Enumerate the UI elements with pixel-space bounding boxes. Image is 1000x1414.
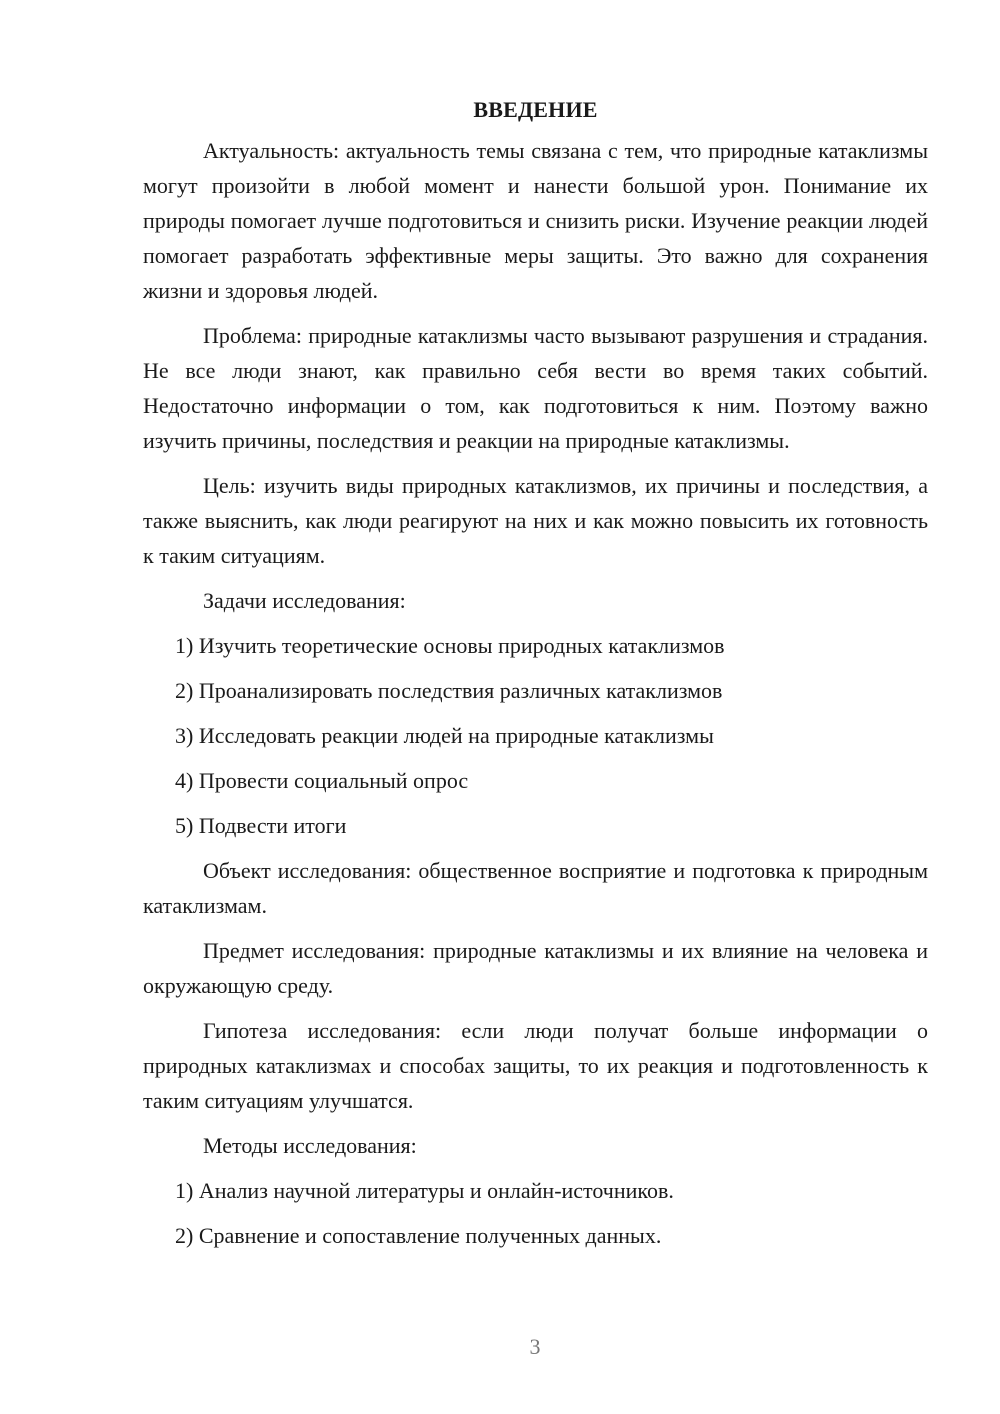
method-item: 2) Сравнение и сопоставление полученных данных. (175, 1223, 662, 1248)
relevance-paragraph: Актуальность: актуальность темы связана с тем, что природные катаклизмы могут произойти в любой момент и нанести большой урон. Понимание их природы помогает лучше подготовиться и снизить риски. Изучение реакции людей помогает разработать эффективные меры защиты. Это важно для сохранения жизни и здоровья людей. (143, 138, 928, 303)
page-content (143, 92, 928, 1263)
problem-paragraph: Проблема: природные катаклизмы часто вызывают разрушения и страдания. Не все люди знают, как правильно себя вести во время таких событий. Недостаточно информации о том, как подготовиться к ним. Поэтому важно изучить причины, последствия и реакции на природные катаклизмы. (143, 323, 928, 453)
method-item: 1) Анализ научной литературы и онлайн-источников. (175, 1178, 674, 1203)
methods-label: Методы исследования: (203, 1133, 417, 1158)
object-paragraph: Объект исследования: общественное восприятие и подготовка к природным катаклизмам. (143, 858, 928, 918)
tasks-label: Задачи исследования: (203, 588, 406, 613)
subject-paragraph: Предмет исследования: природные катаклизмы и их влияние на человека и окружающую среду. (143, 938, 928, 998)
hypothesis-paragraph: Гипотеза исследования: если люди получат больше информации о природных катаклизмах и способах защиты, то их реакция и подготовленность к таким ситуациям улучшатся. (143, 1018, 928, 1113)
section-heading: ВВЕДЕНИЕ (473, 97, 598, 122)
task-item: 1) Изучить теоретические основы природных катаклизмов (175, 633, 725, 658)
task-item: 2) Проанализировать последствия различных катаклизмов (175, 678, 723, 703)
goal-paragraph: Цель: изучить виды природных катаклизмов, их причины и последствия, а также выяснить, как люди реагируют на них и как можно повысить их готовность к таким ситуациям. (143, 473, 928, 568)
task-item: 4) Провести социальный опрос (175, 768, 469, 793)
page-number: 3 (529, 1334, 541, 1359)
task-item: 5) Подвести итоги (175, 813, 347, 838)
task-item: 3) Исследовать реакции людей на природные катаклизмы (175, 723, 714, 748)
